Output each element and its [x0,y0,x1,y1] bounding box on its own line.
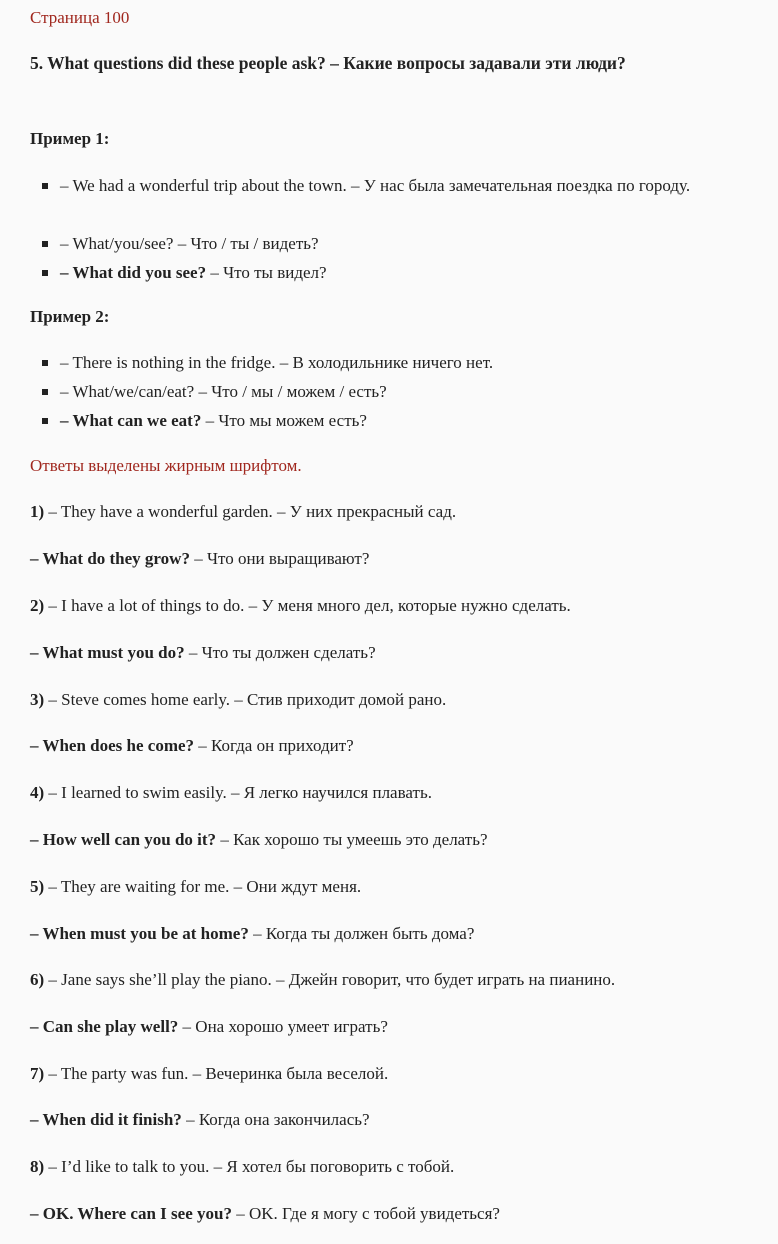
example1-item-3-bold: – What did you see? [60,263,207,282]
answer-7-prompt [30,1059,388,1088]
example1-item-2-text: – What/you/see? – Что / ты / видеть? [60,234,319,253]
answer-5-question-translation: – Когда ты должен быть дома? [248,924,475,943]
answer-6-prompt [30,965,615,994]
answer-5-question-bold: When must you be at home? [42,924,249,943]
answer-4-prompt-text: – I learned to swim easily. – Я легко научился плавать. [44,783,432,802]
example1-label: Пример 1: [30,129,110,148]
answer-6-question-bold: Can she play well? [42,1017,179,1036]
answer-8-prompt-text: – I’d like to talk to you. – Я хотел бы поговорить с тобой. [44,1157,455,1176]
answer-5-dash: – [30,924,43,943]
answer-5-prompt-text: – They are waiting for me. – Они ждут меня. [44,877,362,896]
answer-5-number: 5) [30,877,45,896]
answer-2-number: 2) [30,596,45,615]
answer-3-dash: – [30,736,43,755]
answer-7-prompt-text: – The party was fun. – Вечеринка была веселой. [44,1064,389,1083]
answer-2-prompt [30,591,571,620]
answer-1-question-translation: – Что они выращивают? [189,549,370,568]
answer-5-question [30,919,474,948]
answer-6-question-translation: – Она хорошо умеет играть? [178,1017,388,1036]
answer-4-question-bold: How well can you do it? [42,830,217,849]
answer-6-number: 6) [30,970,45,989]
answer-8-number: 8) [30,1157,45,1176]
answer-4-question-translation: – Как хорошо ты умеешь это делать? [216,830,488,849]
answer-6-dash: – [30,1017,43,1036]
answer-3-number: 3) [30,690,45,709]
answer-1-prompt [30,497,456,526]
answer-2-dash: – [30,643,43,662]
answer-4-question [30,825,488,854]
example2-item-2-text: – What/we/can/eat? – Что / мы / можем / есть? [60,382,387,401]
answer-2-question-bold: What must you do? [42,643,185,662]
answer-1-dash: – [30,549,43,568]
example1-item-3-text [60,258,327,287]
bullet-square-icon [42,183,48,189]
answer-2-question [30,638,376,667]
exercise-title: 5. What questions did these people ask? – Какие вопросы задавали эти люди? [30,53,626,73]
answer-6-prompt-text: – Jane says she’ll play the piano. – Джейн говорит, что будет играть на пианино. [44,970,616,989]
example2-item-3-text [60,406,367,435]
answer-6-question [30,1012,388,1041]
answer-7-number: 7) [30,1064,45,1083]
answer-3-prompt [30,685,446,714]
bullet-square-icon [42,241,48,247]
answer-3-prompt-text: – Steve comes home early. – Стив приходит домой рано. [44,690,447,709]
answer-5-prompt [30,872,361,901]
answer-2-question-translation: – Что ты должен сделать? [184,643,376,662]
answer-8-question-bold: OK. Where can I see you? [42,1204,232,1223]
answer-4-prompt [30,778,432,807]
answer-1-question [30,544,369,573]
answer-4-number: 4) [30,783,45,802]
example2-item-1-text: – There is nothing in the fridge. – В холодильнике ничего нет. [60,353,494,372]
example2-label: Пример 2: [30,307,110,326]
example2-item-3-bold: – What can we eat? [60,411,202,430]
bullet-square-icon [42,389,48,395]
answer-7-question [30,1105,370,1134]
answer-8-question-translation: – OK. Где я могу с тобой увидеться? [231,1204,500,1223]
answer-8-question [30,1199,500,1228]
answer-4-dash: – [30,830,43,849]
answer-3-question [30,731,354,760]
answer-7-question-bold: When did it finish? [42,1110,182,1129]
answer-1-prompt-text: – They have a wonderful garden. – У них прекрасный сад. [44,502,457,521]
answer-1-number: 1) [30,502,45,521]
answer-7-dash: – [30,1110,43,1129]
answer-2-prompt-text: – I have a lot of things to do. – У меня много дел, которые нужно сделать. [44,596,571,615]
answer-8-prompt [30,1152,454,1181]
answer-1-question-bold: What do they grow? [42,549,190,568]
example1-item-3-translation: – Что ты видел? [206,263,327,282]
bullet-square-icon [42,360,48,366]
bullet-square-icon [42,418,48,424]
answer-3-question-bold: When does he come? [42,736,195,755]
bullet-square-icon [42,270,48,276]
example1-item-1-text: – We had a wonderful trip about the town. – У нас была замечательная поездка по городу. [60,176,691,195]
page-label: Страница 100 [30,8,130,27]
answers-note: Ответы выделены жирным шрифтом. [30,456,302,475]
answer-3-question-translation: – Когда он приходит? [194,736,354,755]
example2-item-3-translation: – Что мы можем есть? [201,411,367,430]
answer-7-question-translation: – Когда она закончилась? [181,1110,370,1129]
answer-8-dash: – [30,1204,43,1223]
